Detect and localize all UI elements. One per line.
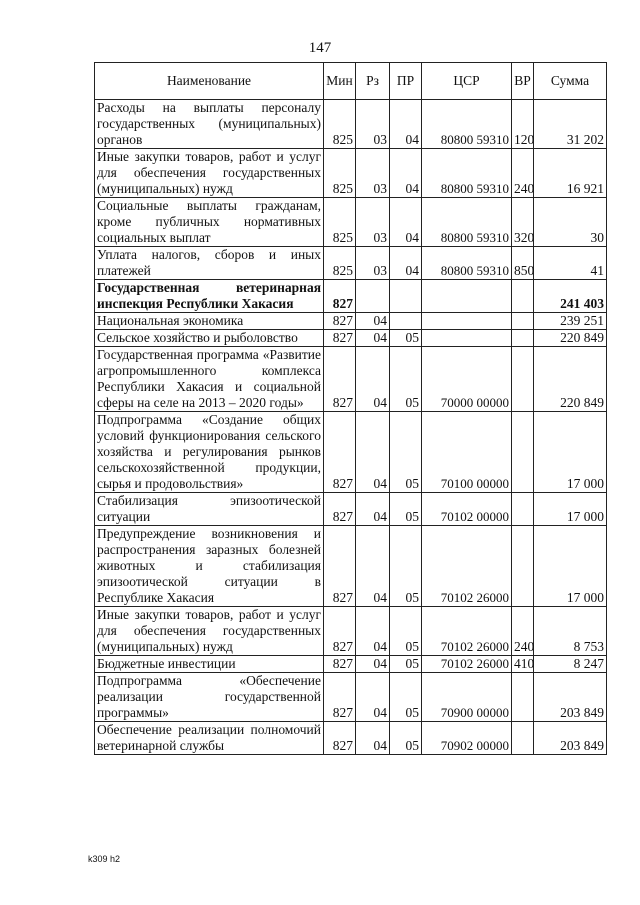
cell-vr [512, 347, 534, 412]
cell-sum: 31 202 [534, 100, 607, 149]
cell-csr: 70102 00000 [422, 493, 512, 526]
cell-pr: 05 [390, 607, 422, 656]
cell-min: 827 [324, 330, 356, 347]
cell-min: 827 [324, 493, 356, 526]
cell-rz [356, 280, 390, 313]
table-row [95, 656, 607, 673]
cell-min: 825 [324, 149, 356, 198]
cell-min: 827 [324, 280, 356, 313]
cell-rz: 04 [356, 347, 390, 412]
cell-rz: 04 [356, 313, 390, 330]
cell-name: Иные закупки товаров, работ и услуг для обеспечения государственных (муниципальных) нужд [95, 149, 324, 198]
cell-csr: 80800 59310 [422, 100, 512, 149]
cell-rz: 04 [356, 493, 390, 526]
table-row [95, 493, 607, 526]
cell-pr [390, 313, 422, 330]
table-row [95, 247, 607, 280]
table-row [95, 313, 607, 330]
cell-min: 825 [324, 247, 356, 280]
cell-rz: 04 [356, 330, 390, 347]
cell-vr [512, 526, 534, 607]
cell-rz: 04 [356, 722, 390, 755]
cell-vr [512, 722, 534, 755]
cell-name: Государственная ветеринарная инспекция Республики Хакасия [95, 280, 324, 313]
cell-csr: 70102 26000 [422, 526, 512, 607]
cell-pr [390, 280, 422, 313]
table-row [95, 673, 607, 722]
cell-name: Обеспечение реализации полномочий ветеринарной службы [95, 722, 324, 755]
cell-name: Национальная экономика [95, 313, 324, 330]
cell-sum: 239 251 [534, 313, 607, 330]
cell-rz: 04 [356, 526, 390, 607]
cell-csr: 80800 59310 [422, 247, 512, 280]
cell-rz: 04 [356, 673, 390, 722]
cell-sum: 8 247 [534, 656, 607, 673]
footer-code: k309 h2 [88, 854, 121, 864]
cell-sum: 17 000 [534, 493, 607, 526]
header-vr: ВР [512, 63, 534, 100]
cell-vr [512, 280, 534, 313]
table-row [95, 347, 607, 412]
cell-pr: 04 [390, 198, 422, 247]
cell-pr: 05 [390, 722, 422, 755]
table-row [95, 198, 607, 247]
cell-rz: 03 [356, 149, 390, 198]
cell-sum: 17 000 [534, 526, 607, 607]
cell-vr: 240 [512, 149, 534, 198]
cell-vr: 120 [512, 100, 534, 149]
cell-csr: 70102 26000 [422, 656, 512, 673]
cell-pr: 05 [390, 673, 422, 722]
cell-sum: 16 921 [534, 149, 607, 198]
cell-pr: 04 [390, 149, 422, 198]
cell-min: 825 [324, 100, 356, 149]
header-rz: Рз [356, 63, 390, 100]
cell-pr: 04 [390, 100, 422, 149]
cell-vr [512, 330, 534, 347]
cell-rz: 04 [356, 656, 390, 673]
cell-name: Бюджетные инвестиции [95, 656, 324, 673]
cell-name: Сельское хозяйство и рыболовство [95, 330, 324, 347]
cell-min: 827 [324, 656, 356, 673]
budget-table [94, 62, 607, 755]
cell-csr: 80800 59310 [422, 198, 512, 247]
cell-sum: 203 849 [534, 722, 607, 755]
cell-min: 827 [324, 412, 356, 493]
cell-pr: 05 [390, 656, 422, 673]
cell-sum: 8 753 [534, 607, 607, 656]
cell-csr: 70900 00000 [422, 673, 512, 722]
page-number: 147 [308, 40, 332, 56]
cell-pr: 05 [390, 493, 422, 526]
table-row [95, 526, 607, 607]
cell-min: 825 [324, 198, 356, 247]
cell-vr [512, 412, 534, 493]
cell-csr: 70100 00000 [422, 412, 512, 493]
table-row [95, 149, 607, 198]
cell-csr: 70902 00000 [422, 722, 512, 755]
cell-vr: 240 [512, 607, 534, 656]
header-min: Мин [324, 63, 356, 100]
cell-csr [422, 330, 512, 347]
cell-min: 827 [324, 722, 356, 755]
cell-vr [512, 493, 534, 526]
cell-name: Социальные выплаты гражданам, кроме публичных нормативных социальных выплат [95, 198, 324, 247]
table-header-row [95, 63, 607, 100]
cell-min: 827 [324, 607, 356, 656]
cell-csr: 70000 00000 [422, 347, 512, 412]
cell-pr: 05 [390, 412, 422, 493]
table-row [95, 607, 607, 656]
cell-sum: 203 849 [534, 673, 607, 722]
cell-pr: 04 [390, 247, 422, 280]
cell-name: Уплата налогов, сборов и иных платежей [95, 247, 324, 280]
table-row [95, 280, 607, 313]
cell-name: Расходы на выплаты персоналу государственных (муниципальных) органов [95, 100, 324, 149]
cell-csr [422, 313, 512, 330]
cell-min: 827 [324, 673, 356, 722]
cell-pr: 05 [390, 330, 422, 347]
cell-name: Предупреждение возникновения и распространения заразных болезней животных и стабилизация эпизоотической ситуации в Республике Хакасия [95, 526, 324, 607]
cell-min: 827 [324, 347, 356, 412]
cell-min: 827 [324, 526, 356, 607]
cell-vr [512, 313, 534, 330]
header-name: Наименование [95, 63, 324, 100]
cell-vr: 850 [512, 247, 534, 280]
header-pr: ПР [390, 63, 422, 100]
cell-vr: 320 [512, 198, 534, 247]
cell-vr: 410 [512, 656, 534, 673]
cell-name: Государственная программа «Развитие агропромышленного комплекса Республики Хакасия и социальной сферы на селе на 2013 – 2020 годы» [95, 347, 324, 412]
cell-csr: 70102 26000 [422, 607, 512, 656]
cell-vr [512, 673, 534, 722]
cell-sum: 241 403 [534, 280, 607, 313]
cell-rz: 03 [356, 198, 390, 247]
cell-name: Иные закупки товаров, работ и услуг для обеспечения государственных (муниципальных) нужд [95, 607, 324, 656]
cell-sum: 30 [534, 198, 607, 247]
cell-csr: 80800 59310 [422, 149, 512, 198]
cell-rz: 04 [356, 607, 390, 656]
cell-csr [422, 280, 512, 313]
header-sum: Сумма [534, 63, 607, 100]
cell-rz: 03 [356, 100, 390, 149]
cell-sum: 220 849 [534, 330, 607, 347]
table-row [95, 722, 607, 755]
table-row [95, 100, 607, 149]
cell-sum: 220 849 [534, 347, 607, 412]
cell-rz: 03 [356, 247, 390, 280]
cell-name: Подпрограмма «Обеспечение реализации государственной программы» [95, 673, 324, 722]
header-csr: ЦСР [422, 63, 512, 100]
cell-rz: 04 [356, 412, 390, 493]
cell-pr: 05 [390, 526, 422, 607]
cell-name: Стабилизация эпизоотической ситуации [95, 493, 324, 526]
cell-name: Подпрограмма «Создание общих условий функционирования сельского хозяйства и регулирования рынков сельскохозяйственной продукции, сырья и продовольствия» [95, 412, 324, 493]
cell-sum: 41 [534, 247, 607, 280]
table-row [95, 330, 607, 347]
cell-pr: 05 [390, 347, 422, 412]
cell-min: 827 [324, 313, 356, 330]
cell-sum: 17 000 [534, 412, 607, 493]
table-row [95, 412, 607, 493]
